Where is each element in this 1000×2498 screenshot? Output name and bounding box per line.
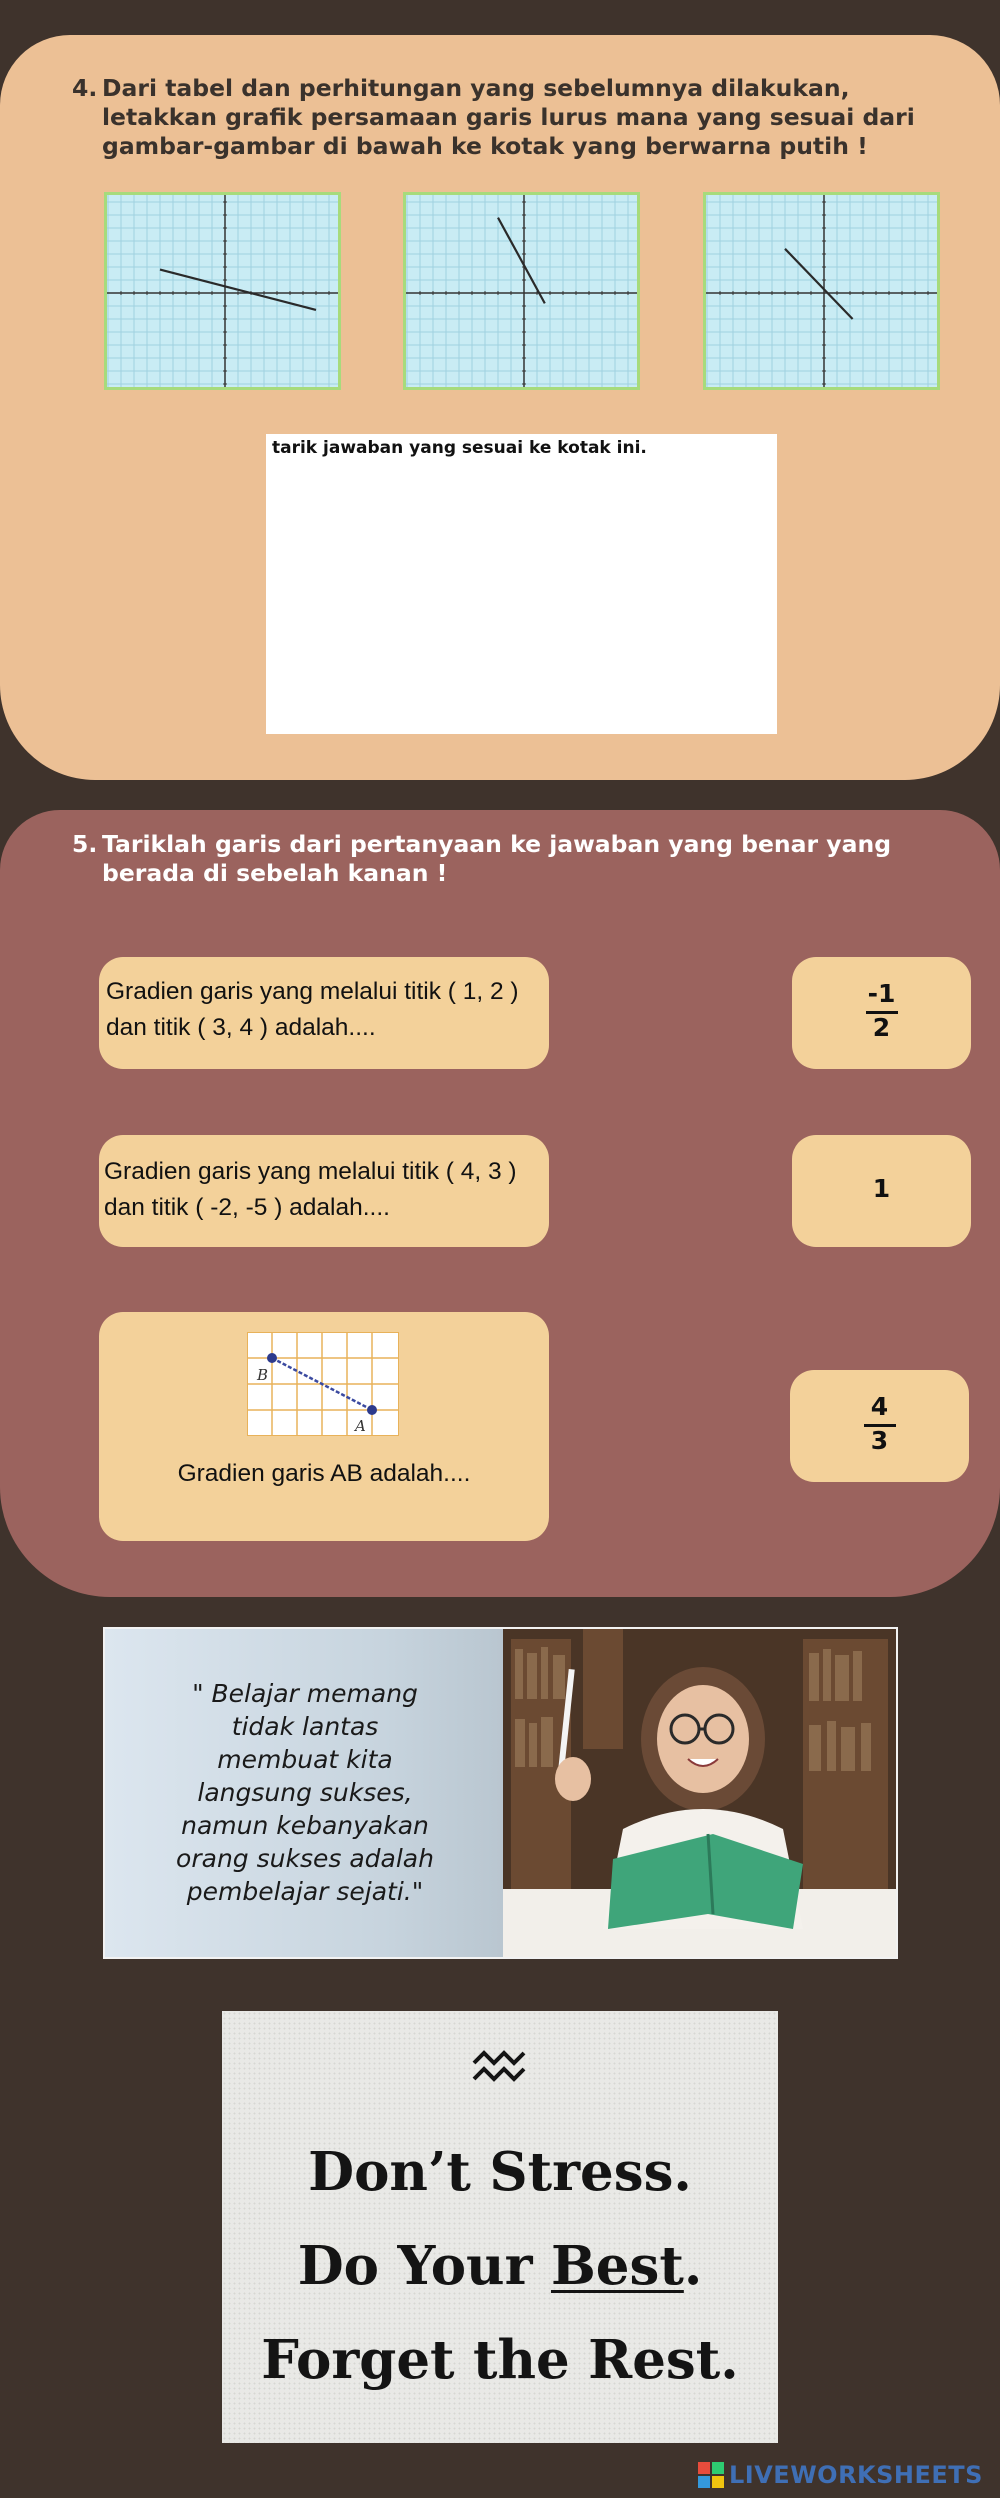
- answer-1-denominator: 2: [872, 1013, 891, 1042]
- quote-text: " Belajar memang tidak lantas membuat kita langsung sukses, namun kebanyakan orang sukses adalah pembelajar sejati.": [176, 1679, 434, 1906]
- answer-3-denominator: 3: [870, 1426, 889, 1455]
- graph-option-1[interactable]: [104, 192, 341, 390]
- poster-line-2: [222, 2235, 778, 2297]
- ab-grid-figure: [247, 1332, 399, 1436]
- poster-line-2-post: .: [683, 2235, 703, 2297]
- match-answer-1[interactable]: [792, 957, 971, 1069]
- graph-option-3[interactable]: [703, 192, 940, 390]
- graph-2-plot: [406, 195, 637, 387]
- answer-drop-box[interactable]: [266, 434, 777, 734]
- match-question-2-line1: Gradien garis yang melalui titik ( 4, 3 ): [104, 1158, 517, 1185]
- motivational-quote-image: [103, 1627, 898, 1959]
- answer-1-numerator: -1: [867, 979, 896, 1008]
- graph-option-2[interactable]: [403, 192, 640, 390]
- graph-3-plot: [706, 195, 937, 387]
- graph-line: [498, 218, 545, 304]
- answer-3-numerator: 4: [870, 1392, 889, 1421]
- match-answer-3[interactable]: [790, 1370, 969, 1482]
- match-question-3[interactable]: [99, 1312, 549, 1541]
- poster-line-1: Don’t Stress.: [308, 2141, 692, 2203]
- graph-1-plot: [107, 195, 338, 387]
- match-question-1-line1: Gradien garis yang melalui titik ( 1, 2 ): [106, 978, 519, 1005]
- match-question-1[interactable]: [99, 957, 549, 1069]
- match-question-1-text: [106, 974, 519, 1046]
- question-5-number: 5.: [72, 830, 98, 858]
- match-question-1-line2: dan titik ( 3, 4 ) adalah....: [106, 1014, 376, 1041]
- match-answer-2[interactable]: [792, 1135, 971, 1247]
- answer-2-value: 1: [872, 1174, 891, 1203]
- match-question-2-line2: dan titik ( -2, -5 ) adalah....: [104, 1194, 390, 1221]
- aquarius-icon: [472, 2049, 528, 2089]
- point-a-label: A: [355, 1417, 366, 1435]
- girl-reading-photo: [503, 1629, 896, 1957]
- liveworksheets-brand[interactable]: [698, 2459, 983, 2491]
- poster-line-2-underlined: Best: [550, 2235, 684, 2297]
- question-4-text: Dari tabel dan perhitungan yang sebelumnya dilakukan, letakkan grafik persamaan garis lurus mana yang sesuai dari gambar-gambar di bawah ke kotak yang berwarna putih !: [102, 74, 915, 160]
- match-question-2-text: [104, 1154, 517, 1226]
- poster-line-2-pre: Do Your: [297, 2235, 551, 2297]
- liveworksheets-logo-icon: [698, 2462, 724, 2488]
- match-question-2[interactable]: [99, 1135, 549, 1247]
- quote-panel: [105, 1629, 503, 1957]
- point-b-label: B: [257, 1366, 269, 1384]
- graph-line: [785, 249, 853, 319]
- liveworksheets-brand-text: LIVEWORKSHEETS: [729, 2461, 983, 2489]
- drop-box-label: tarik jawaban yang sesuai ke kotak ini.: [272, 438, 647, 458]
- question-4-number: 4.: [72, 74, 98, 102]
- poster-line-3: Forget the Rest.: [261, 2329, 739, 2391]
- question-5-text: Tariklah garis dari pertanyaan ke jawaban yang benar yang berada di sebelah kanan !: [102, 830, 892, 887]
- dont-stress-poster: [222, 2011, 778, 2443]
- match-question-3-text: Gradien garis AB adalah....: [177, 1460, 471, 1487]
